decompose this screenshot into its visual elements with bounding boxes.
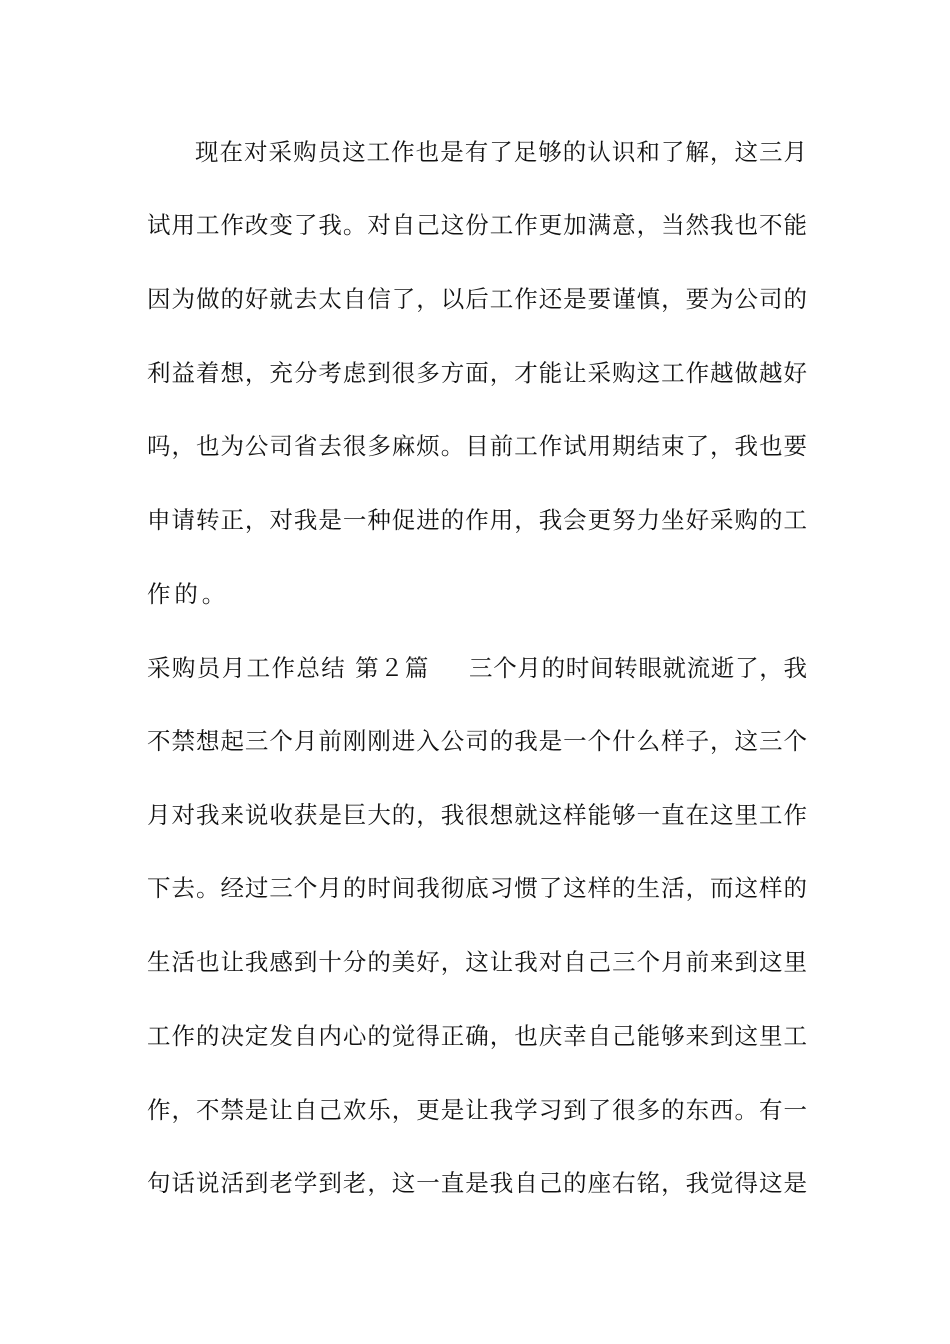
paragraph-line: 作的。: [147, 580, 230, 608]
paragraph-line: 吗，也为公司省去很多麻烦。目前工作试用期结束了，我也要: [147, 432, 807, 460]
paragraph-line: 试用工作改变了我。对自己这份工作更加满意，当然我也不能: [147, 211, 807, 239]
paragraph-line: 申请转正，对我是一种促进的作用，我会更努力坐好采购的工: [147, 506, 807, 534]
paragraph-line: 作，不禁是让自己欢乐，更是让我学习到了很多的东西。有一: [147, 1096, 807, 1124]
paragraph-line: 句话说活到老学到老，这一直是我自己的座右铭，我觉得这是: [147, 1169, 807, 1197]
section-heading-line: [147, 650, 807, 686]
paragraph-line: 利益着想，充分考虑到很多方面，才能让采购这工作越做越好: [147, 359, 807, 387]
paragraph-line: 不禁想起三个月前刚刚进入公司的我是一个什么样子，这三个: [147, 727, 807, 755]
paragraph-line: 现在对采购员这工作也是有了足够的认识和了解，这三月: [195, 138, 807, 166]
paragraph-line: 下去。经过三个月的时间我彻底习惯了这样的生活，而这样的: [147, 874, 807, 902]
section-title: 采购员月工作总结 第２篇: [147, 654, 430, 682]
paragraph-line: 三个月的时间转眼就流逝了，我: [469, 654, 807, 682]
paragraph-line: 因为做的好就去太自信了，以后工作还是要谨慎，要为公司的: [147, 285, 807, 313]
paragraph-line: 月对我来说收获是巨大的，我很想就这样能够一直在这里工作: [147, 801, 807, 829]
paragraph-line: 生活也让我感到十分的美好，这让我对自己三个月前来到这里: [147, 948, 807, 976]
paragraph-line: 工作的决定发自内心的觉得正确，也庆幸自己能够来到这里工: [147, 1022, 807, 1050]
